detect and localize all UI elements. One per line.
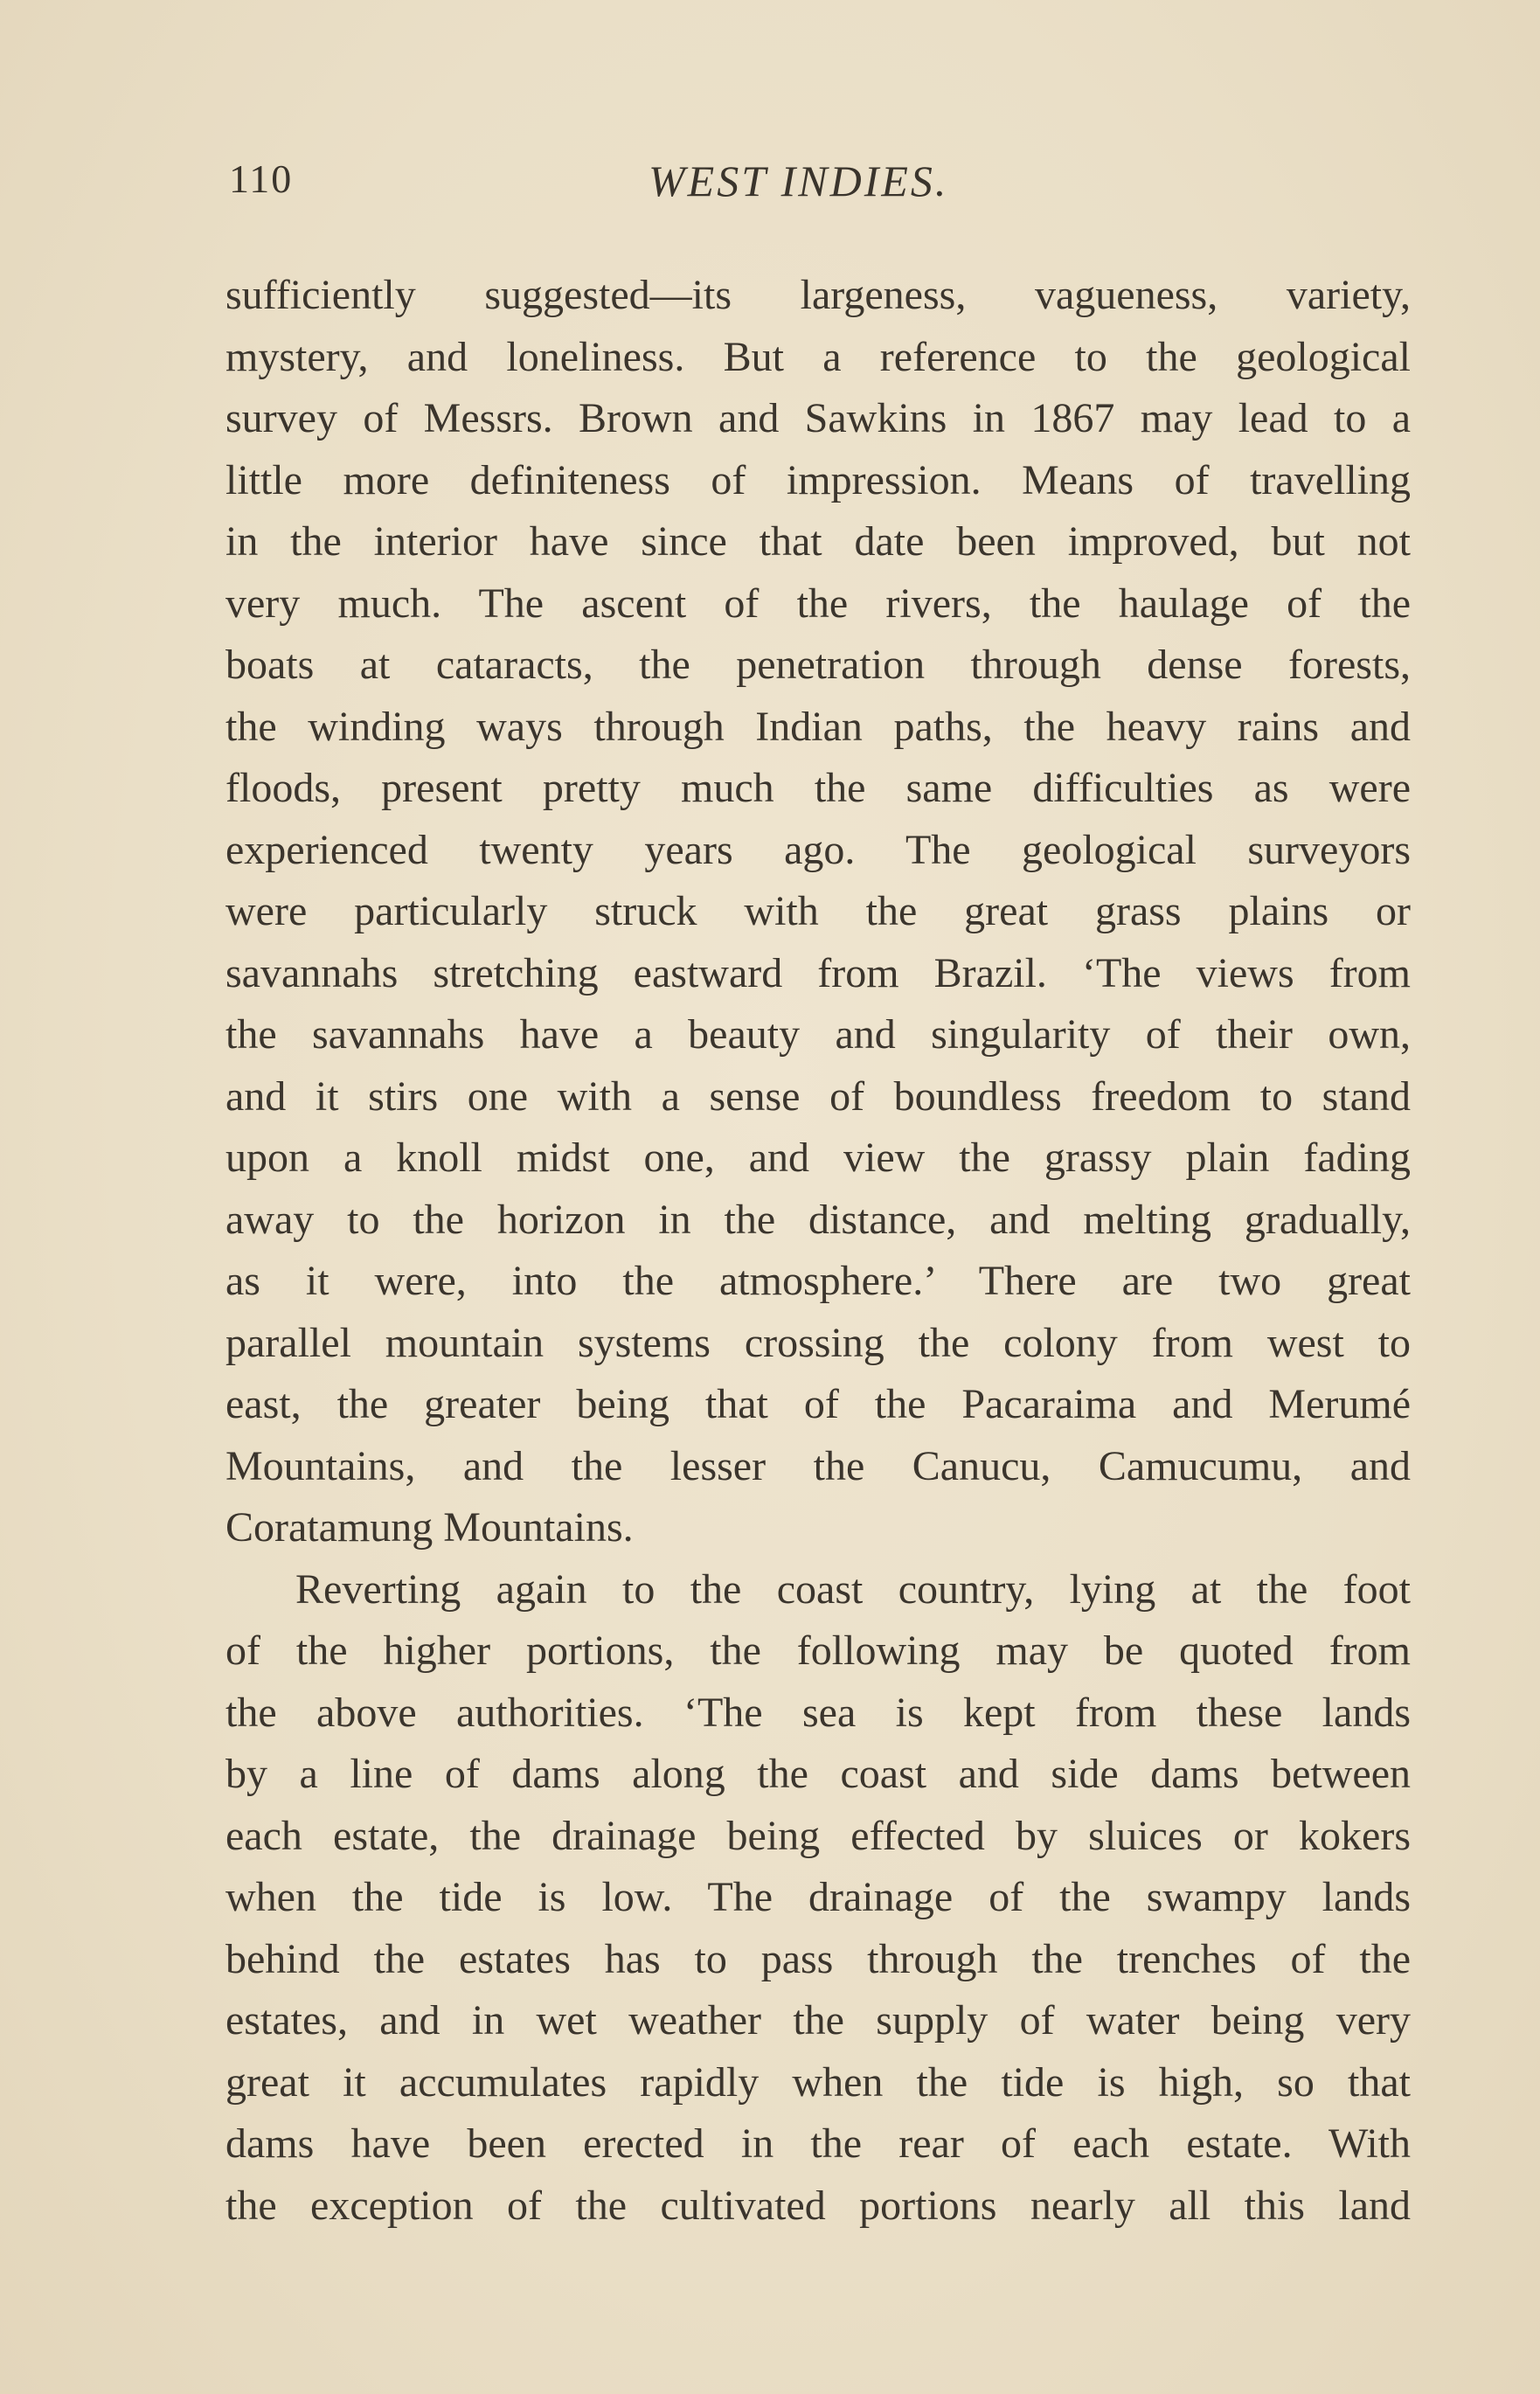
text-line: little more definiteness of impression. Means of travelling [225,456,1411,503]
page-number: 110 [229,156,294,201]
text-line: floods, present pretty much the same difficulties as were [225,765,1411,811]
text-line: east, the greater being that of the Pacaraima and Merumé [225,1381,1411,1427]
text-line: behind the estates has to pass through the trenches of the [225,1935,1411,1982]
text-line: sufficiently suggested—its largeness, vagueness, variety, [225,272,1411,318]
running-title: WEST INDIES. [649,156,949,205]
paragraph [225,265,1411,1559]
text-line: and it stirs one with a sense of boundless freedom to stand [225,1072,1411,1120]
text-line: the savannahs have a beauty and singularity of their own, [225,1011,1411,1058]
text-line: were particularly struck with the great grass plains or [225,888,1411,934]
text-line: great it accumulates rapidly when the tide is high, so that [225,2058,1411,2106]
text-line: Mountains, and the lesser the Canucu, Camucumu, and [225,1442,1411,1489]
text-line: boats at cataracts, the penetration through dense forests, [225,642,1411,688]
paragraph [225,1559,1411,2238]
body-text [225,265,1411,2237]
text-line: experienced twenty years ago. The geological surveyors [225,826,1411,873]
text-line: Coratamung Mountains. [225,1504,634,1551]
text-line: by a line of dams along the coast and side dams between [225,1751,1411,1797]
text-line: the exception of the cultivated portions nearly all this land [225,2182,1411,2229]
text-line: savannahs stretching eastward from Brazil. ‘The views from [225,949,1411,996]
text-line: the above authorities. ‘The sea is kept from these lands [225,1689,1411,1736]
text-line: estates, and in wet weather the supply of water being very [225,1997,1411,2044]
text-line: dams have been erected in the rear of each estate. With [225,2120,1411,2167]
text-line: mystery, and loneliness. But a reference to the geological [225,333,1411,380]
text-line: of the higher portions, the following may be quoted from [225,1627,1411,1674]
text-line: each estate, the drainage being effected by sluices or kokers [225,1812,1411,1859]
text-line: parallel mountain systems crossing the colony from west to [225,1319,1411,1366]
text-line: upon a knoll midst one, and view the grassy plain fading [225,1135,1411,1181]
text-line: survey of Messrs. Brown and Sawkins in 1867 may lead to a [225,395,1411,441]
text-line: the winding ways through Indian paths, the heavy rains and [225,703,1411,750]
text-line: Reverting again to the coast country, lying at the foot [295,1565,1411,1613]
text-line: in the interior have since that date been improved, but not [225,518,1411,565]
text-line: when the tide is low. The drainage of the swampy lands [225,1874,1411,1920]
text-line: away to the horizon in the distance, and melting gradually, [225,1196,1411,1243]
text-line: as it were, into the atmosphere.’ There are two great [225,1258,1411,1304]
page-header [229,156,1409,217]
text-line: very much. The ascent of the rivers, the haulage of the [225,579,1411,627]
